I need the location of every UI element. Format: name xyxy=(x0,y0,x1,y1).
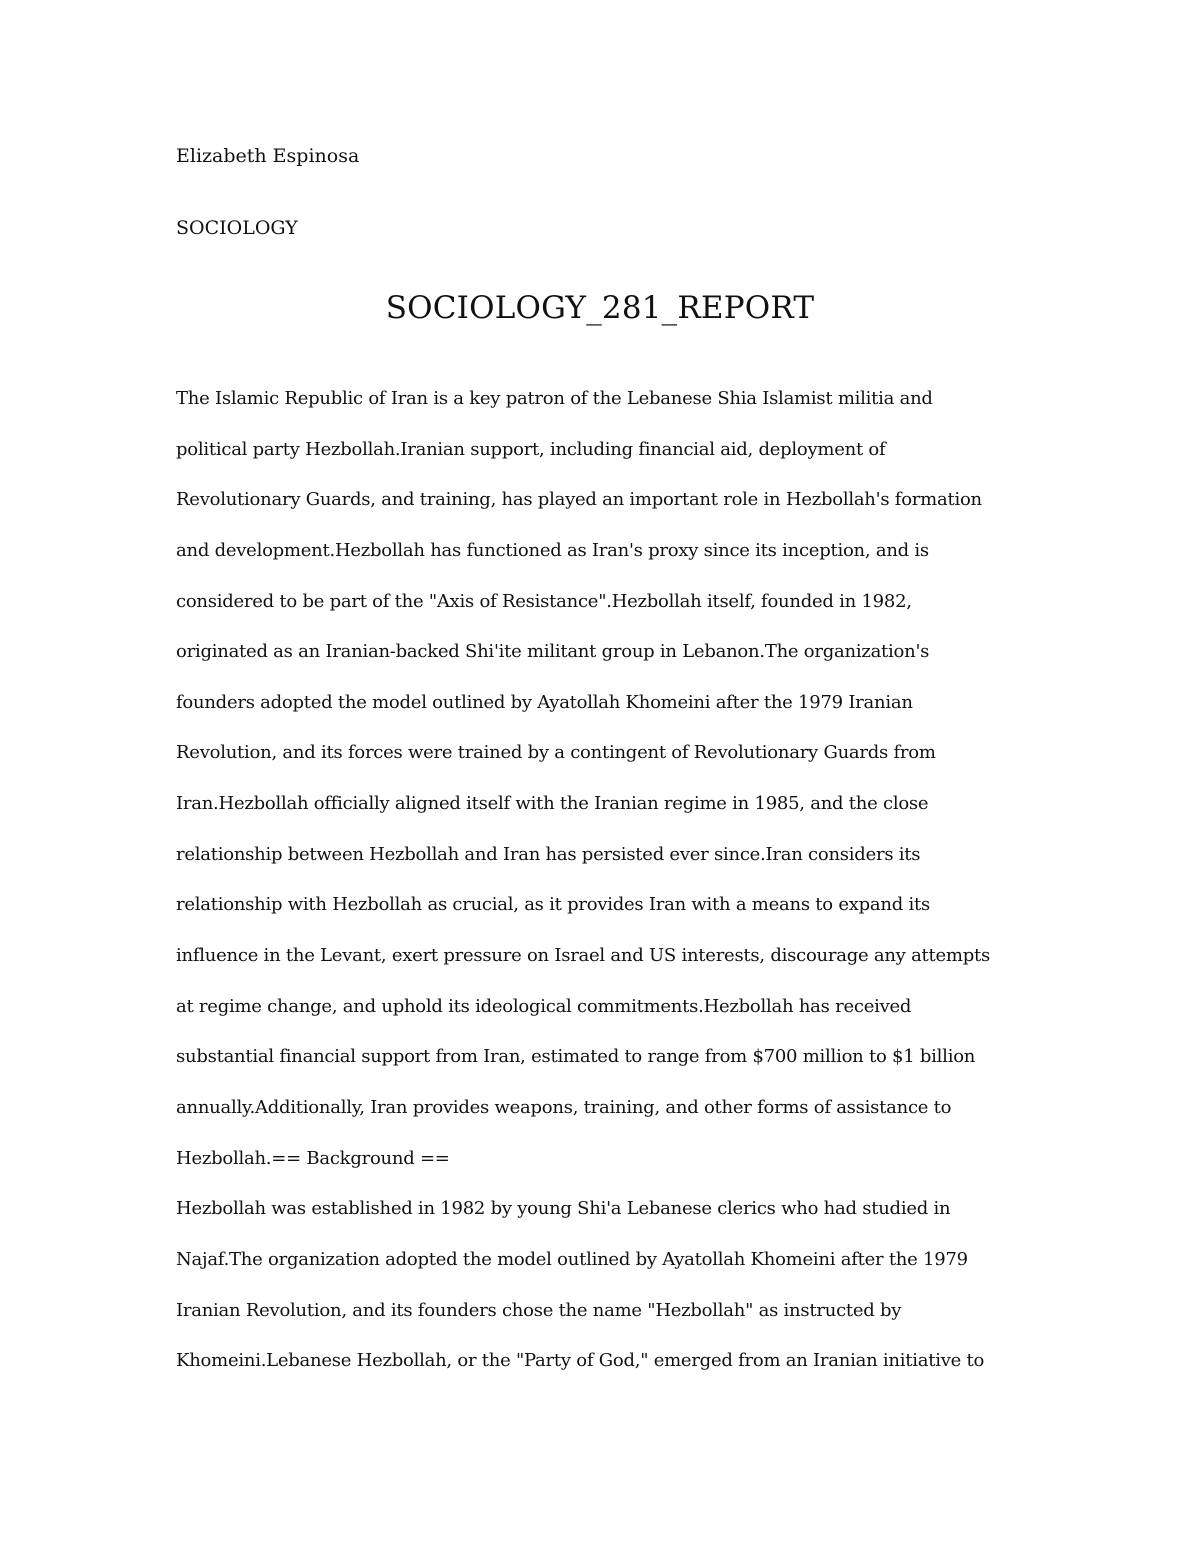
body-line: The Islamic Republic of Iran is a key patron of the Lebanese Shia Islamist militia and xyxy=(176,388,933,409)
body-line: substantial financial support from Iran, estimated to range from $700 million to $1 billion xyxy=(176,1046,976,1068)
body-line: Revolutionary Guards, and training, has played an important role in Hezbollah's formation xyxy=(176,489,982,511)
report-body xyxy=(176,386,1016,1399)
body-line: considered to be part of the "Axis of Resistance".Hezbollah itself, founded in 1982, xyxy=(176,590,912,612)
body-line: annually.Additionally, Iran provides weapons, training, and other forms of assistance to xyxy=(176,1096,952,1118)
body-line: Revolution, and its forces were trained by a contingent of Revolutionary Guards from xyxy=(176,742,936,764)
body-line: influence in the Levant, exert pressure on Israel and US interests, discourage any attempts xyxy=(176,945,990,967)
body-line: at regime change, and uphold its ideological commitments.Hezbollah has received xyxy=(176,995,912,1017)
body-line: Hezbollah was established in 1982 by young Shi'a Lebanese clerics who had studied in xyxy=(176,1198,951,1220)
body-line: relationship between Hezbollah and Iran has persisted ever since.Iran considers its xyxy=(176,843,921,865)
report-title: SOCIOLOGY_281_REPORT xyxy=(385,290,815,326)
body-line: relationship with Hezbollah as crucial, as it provides Iran with a means to expand its xyxy=(176,894,930,916)
body-line: Iran.Hezbollah officially aligned itself with the Iranian regime in 1985, and the close xyxy=(176,793,929,815)
body-line: founders adopted the model outlined by Ayatollah Khomeini after the 1979 Iranian xyxy=(176,691,913,713)
body-line: originated as an Iranian-backed Shi'ite militant group in Lebanon.The organization's xyxy=(176,641,930,663)
body-line: Iranian Revolution, and its founders chose the name "Hezbollah" as instructed by xyxy=(176,1299,902,1321)
body-line: political party Hezbollah.Iranian support, including financial aid, deployment of xyxy=(176,438,886,460)
author-name: Elizabeth Espinosa xyxy=(176,145,360,167)
body-line: and development.Hezbollah has functioned as Iran's proxy since its inception, and is xyxy=(176,539,929,561)
course-name: SOCIOLOGY xyxy=(176,217,298,239)
body-line: Khomeini.Lebanese Hezbollah, or the "Party of God," emerged from an Iranian initiative to xyxy=(176,1350,985,1372)
body-line: Najaf.The organization adopted the model outlined by Ayatollah Khomeini after the 1979 xyxy=(176,1248,968,1270)
body-line: Hezbollah.== Background == xyxy=(176,1147,450,1169)
